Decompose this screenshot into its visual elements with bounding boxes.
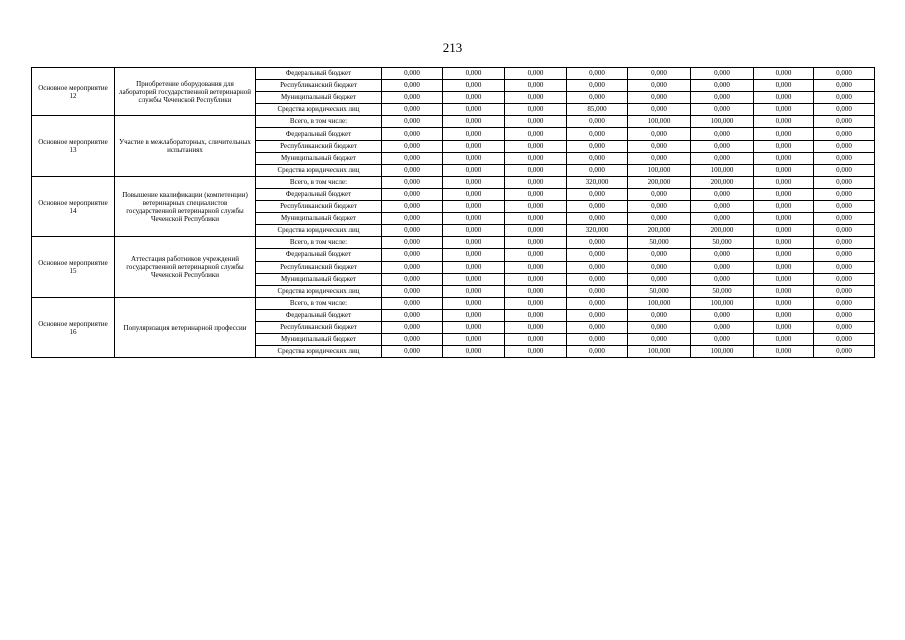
- value-cell: 0,000: [443, 334, 505, 346]
- value-cell: 0,000: [505, 140, 567, 152]
- value-cell: 0,000: [814, 116, 875, 128]
- value-cell: 0,000: [443, 309, 505, 321]
- value-cell: 100,000: [691, 346, 754, 358]
- value-cell: 0,000: [814, 261, 875, 273]
- value-cell: 0,000: [382, 346, 443, 358]
- funding-source: Республиканский бюджет: [256, 201, 382, 213]
- table-row: [32, 116, 875, 128]
- value-cell: 0,000: [443, 249, 505, 261]
- value-cell: 0,000: [505, 334, 567, 346]
- value-cell: 0,000: [505, 261, 567, 273]
- value-cell: 0,000: [814, 346, 875, 358]
- value-cell: 0,000: [567, 297, 628, 309]
- activity-title: Основное мероприятие 16: [32, 297, 115, 357]
- activity-title: Основное мероприятие 12: [32, 68, 115, 116]
- funding-source: Муниципальный бюджет: [256, 152, 382, 164]
- value-cell: 0,000: [691, 334, 754, 346]
- value-cell: 0,000: [567, 346, 628, 358]
- value-cell: 0,000: [505, 297, 567, 309]
- value-cell: 0,000: [443, 104, 505, 116]
- value-cell: 0,000: [505, 346, 567, 358]
- value-cell: 0,000: [814, 104, 875, 116]
- funding-source: Всего, в том числе:: [256, 116, 382, 128]
- value-cell: 100,000: [691, 164, 754, 176]
- activity-description: Приобретение оборудования для лабораторий государственной ветеринарной службы Чеченской Республики: [115, 68, 256, 116]
- value-cell: 50,000: [628, 237, 691, 249]
- value-cell: 0,000: [754, 273, 814, 285]
- value-cell: 0,000: [382, 249, 443, 261]
- page-number: 213: [442, 40, 463, 55]
- value-cell: 0,000: [754, 104, 814, 116]
- value-cell: 0,000: [628, 201, 691, 213]
- table-row: [32, 237, 875, 249]
- value-cell: 200,000: [628, 176, 691, 188]
- value-cell: 0,000: [814, 152, 875, 164]
- value-cell: 0,000: [443, 297, 505, 309]
- value-cell: 0,000: [628, 92, 691, 104]
- value-cell: 0,000: [382, 321, 443, 333]
- value-cell: 0,000: [814, 201, 875, 213]
- funding-source: Всего, в том числе:: [256, 237, 382, 249]
- value-cell: 0,000: [567, 92, 628, 104]
- value-cell: 0,000: [754, 116, 814, 128]
- funding-source: Республиканский бюджет: [256, 261, 382, 273]
- funding-source: Муниципальный бюджет: [256, 213, 382, 225]
- funding-source: Федеральный бюджет: [256, 68, 382, 80]
- table-row: [32, 297, 875, 309]
- value-cell: 0,000: [754, 201, 814, 213]
- value-cell: 0,000: [443, 140, 505, 152]
- value-cell: 0,000: [754, 261, 814, 273]
- value-cell: 0,000: [443, 188, 505, 200]
- value-cell: 0,000: [505, 68, 567, 80]
- value-cell: 0,000: [382, 188, 443, 200]
- value-cell: 0,000: [505, 237, 567, 249]
- funding-source: Средства юридических лиц: [256, 285, 382, 297]
- value-cell: 0,000: [443, 285, 505, 297]
- value-cell: 0,000: [691, 321, 754, 333]
- value-cell: 0,000: [382, 152, 443, 164]
- value-cell: 0,000: [691, 68, 754, 80]
- value-cell: 0,000: [505, 164, 567, 176]
- activity-description: Участие в межлабораторных, сличительных испытаниях: [115, 116, 256, 176]
- value-cell: 0,000: [754, 188, 814, 200]
- funding-source: Всего, в том числе:: [256, 297, 382, 309]
- value-cell: 200,000: [628, 225, 691, 237]
- value-cell: 0,000: [505, 285, 567, 297]
- activity-title: Основное мероприятие 14: [32, 176, 115, 236]
- value-cell: 0,000: [567, 237, 628, 249]
- value-cell: 0,000: [628, 213, 691, 225]
- value-cell: 0,000: [754, 140, 814, 152]
- value-cell: 0,000: [382, 128, 443, 140]
- value-cell: 0,000: [567, 68, 628, 80]
- value-cell: 0,000: [754, 334, 814, 346]
- value-cell: 0,000: [814, 140, 875, 152]
- value-cell: 0,000: [567, 140, 628, 152]
- value-cell: 0,000: [754, 321, 814, 333]
- value-cell: 0,000: [567, 152, 628, 164]
- budget-table: [31, 67, 875, 358]
- funding-source: Федеральный бюджет: [256, 188, 382, 200]
- value-cell: 0,000: [505, 104, 567, 116]
- value-cell: 0,000: [443, 201, 505, 213]
- funding-source: Муниципальный бюджет: [256, 273, 382, 285]
- value-cell: 0,000: [567, 188, 628, 200]
- funding-source: Всего, в том числе:: [256, 176, 382, 188]
- value-cell: 0,000: [443, 273, 505, 285]
- value-cell: 0,000: [382, 164, 443, 176]
- value-cell: 0,000: [754, 297, 814, 309]
- value-cell: 0,000: [814, 188, 875, 200]
- value-cell: 0,000: [443, 80, 505, 92]
- funding-source: Федеральный бюджет: [256, 128, 382, 140]
- value-cell: 100,000: [691, 116, 754, 128]
- value-cell: 0,000: [628, 188, 691, 200]
- value-cell: 0,000: [691, 128, 754, 140]
- value-cell: 0,000: [691, 261, 754, 273]
- value-cell: 0,000: [382, 237, 443, 249]
- value-cell: 0,000: [505, 213, 567, 225]
- value-cell: 0,000: [814, 92, 875, 104]
- value-cell: 0,000: [505, 249, 567, 261]
- value-cell: 0,000: [505, 321, 567, 333]
- value-cell: 0,000: [443, 116, 505, 128]
- value-cell: 0,000: [382, 273, 443, 285]
- value-cell: 0,000: [505, 225, 567, 237]
- value-cell: 0,000: [443, 68, 505, 80]
- value-cell: 0,000: [628, 128, 691, 140]
- value-cell: 0,000: [382, 92, 443, 104]
- value-cell: 0,000: [754, 249, 814, 261]
- value-cell: 0,000: [628, 309, 691, 321]
- value-cell: 0,000: [567, 116, 628, 128]
- value-cell: 50,000: [628, 285, 691, 297]
- funding-source: Средства юридических лиц: [256, 164, 382, 176]
- value-cell: 0,000: [505, 273, 567, 285]
- activity-title: Основное мероприятие 13: [32, 116, 115, 176]
- value-cell: 0,000: [814, 80, 875, 92]
- value-cell: 0,000: [567, 80, 628, 92]
- value-cell: 100,000: [628, 164, 691, 176]
- value-cell: 0,000: [443, 176, 505, 188]
- value-cell: 0,000: [505, 80, 567, 92]
- value-cell: 0,000: [691, 201, 754, 213]
- value-cell: 0,000: [567, 321, 628, 333]
- value-cell: 0,000: [443, 164, 505, 176]
- funding-source: Федеральный бюджет: [256, 309, 382, 321]
- funding-source: Муниципальный бюджет: [256, 92, 382, 104]
- value-cell: 0,000: [754, 285, 814, 297]
- value-cell: 0,000: [443, 346, 505, 358]
- value-cell: 0,000: [443, 237, 505, 249]
- value-cell: 0,000: [691, 309, 754, 321]
- value-cell: 0,000: [505, 188, 567, 200]
- value-cell: 0,000: [814, 68, 875, 80]
- value-cell: 50,000: [691, 237, 754, 249]
- value-cell: 0,000: [505, 128, 567, 140]
- value-cell: 0,000: [505, 309, 567, 321]
- value-cell: 0,000: [628, 273, 691, 285]
- value-cell: 0,000: [814, 213, 875, 225]
- value-cell: 0,000: [567, 128, 628, 140]
- value-cell: 0,000: [691, 249, 754, 261]
- value-cell: 320,000: [567, 225, 628, 237]
- value-cell: 0,000: [567, 261, 628, 273]
- value-cell: 0,000: [382, 140, 443, 152]
- value-cell: 0,000: [754, 164, 814, 176]
- value-cell: 0,000: [382, 285, 443, 297]
- value-cell: 0,000: [443, 321, 505, 333]
- value-cell: 0,000: [691, 273, 754, 285]
- value-cell: 0,000: [814, 164, 875, 176]
- funding-source: Средства юридических лиц: [256, 104, 382, 116]
- value-cell: 0,000: [691, 80, 754, 92]
- value-cell: 0,000: [505, 152, 567, 164]
- funding-source: Республиканский бюджет: [256, 321, 382, 333]
- value-cell: 0,000: [814, 285, 875, 297]
- value-cell: 100,000: [691, 297, 754, 309]
- value-cell: 0,000: [628, 68, 691, 80]
- value-cell: 0,000: [754, 225, 814, 237]
- value-cell: 0,000: [505, 176, 567, 188]
- value-cell: 0,000: [382, 213, 443, 225]
- value-cell: 0,000: [628, 104, 691, 116]
- value-cell: 100,000: [628, 116, 691, 128]
- funding-source: Муниципальный бюджет: [256, 334, 382, 346]
- value-cell: 0,000: [691, 152, 754, 164]
- value-cell: 0,000: [382, 225, 443, 237]
- activity-description: Популяризация ветеринарной профессии: [115, 297, 256, 357]
- value-cell: 0,000: [814, 237, 875, 249]
- value-cell: 0,000: [754, 346, 814, 358]
- value-cell: 0,000: [382, 201, 443, 213]
- funding-source: Федеральный бюджет: [256, 249, 382, 261]
- value-cell: 0,000: [691, 213, 754, 225]
- value-cell: 0,000: [628, 334, 691, 346]
- value-cell: 0,000: [691, 140, 754, 152]
- value-cell: 0,000: [567, 273, 628, 285]
- value-cell: 0,000: [382, 80, 443, 92]
- value-cell: 200,000: [691, 225, 754, 237]
- value-cell: 0,000: [754, 92, 814, 104]
- value-cell: 0,000: [567, 309, 628, 321]
- value-cell: 85,000: [567, 104, 628, 116]
- value-cell: 0,000: [567, 249, 628, 261]
- value-cell: 0,000: [505, 92, 567, 104]
- value-cell: 0,000: [382, 176, 443, 188]
- value-cell: 0,000: [443, 213, 505, 225]
- activity-description: Повышение квалификации (компетенции) ветеринарных специалистов государственной ветеринарной службы Чеченской Республики: [115, 176, 256, 236]
- value-cell: 0,000: [814, 334, 875, 346]
- value-cell: 0,000: [754, 213, 814, 225]
- table-row: [32, 176, 875, 188]
- value-cell: 0,000: [382, 334, 443, 346]
- value-cell: 0,000: [382, 261, 443, 273]
- value-cell: 0,000: [382, 104, 443, 116]
- value-cell: 0,000: [754, 152, 814, 164]
- value-cell: 0,000: [505, 116, 567, 128]
- value-cell: 0,000: [691, 92, 754, 104]
- activity-description: Аттестация работников учреждений государственной ветеринарной службы Чеченской Республики: [115, 237, 256, 297]
- value-cell: 0,000: [443, 225, 505, 237]
- value-cell: 0,000: [382, 68, 443, 80]
- value-cell: 0,000: [567, 334, 628, 346]
- funding-source: Республиканский бюджет: [256, 80, 382, 92]
- value-cell: 0,000: [754, 237, 814, 249]
- value-cell: 0,000: [443, 128, 505, 140]
- funding-source: Средства юридических лиц: [256, 225, 382, 237]
- value-cell: 0,000: [814, 273, 875, 285]
- activity-title: Основное мероприятие 15: [32, 237, 115, 297]
- value-cell: 0,000: [754, 80, 814, 92]
- value-cell: 0,000: [628, 321, 691, 333]
- value-cell: 0,000: [814, 249, 875, 261]
- value-cell: 0,000: [443, 152, 505, 164]
- value-cell: 0,000: [814, 309, 875, 321]
- value-cell: 0,000: [382, 297, 443, 309]
- value-cell: 0,000: [814, 321, 875, 333]
- value-cell: 100,000: [628, 346, 691, 358]
- value-cell: 0,000: [628, 261, 691, 273]
- value-cell: 0,000: [814, 176, 875, 188]
- value-cell: 0,000: [567, 213, 628, 225]
- value-cell: 0,000: [567, 201, 628, 213]
- value-cell: 200,000: [691, 176, 754, 188]
- value-cell: 0,000: [443, 261, 505, 273]
- value-cell: 0,000: [628, 249, 691, 261]
- value-cell: 0,000: [628, 140, 691, 152]
- funding-source: Республиканский бюджет: [256, 140, 382, 152]
- value-cell: 0,000: [567, 164, 628, 176]
- value-cell: 0,000: [814, 225, 875, 237]
- value-cell: 0,000: [628, 152, 691, 164]
- value-cell: 0,000: [567, 285, 628, 297]
- value-cell: 0,000: [754, 176, 814, 188]
- table-row: [32, 68, 875, 80]
- value-cell: 0,000: [382, 309, 443, 321]
- value-cell: 0,000: [505, 201, 567, 213]
- value-cell: 0,000: [628, 80, 691, 92]
- value-cell: 0,000: [754, 309, 814, 321]
- value-cell: 100,000: [628, 297, 691, 309]
- value-cell: 0,000: [754, 68, 814, 80]
- value-cell: 320,000: [567, 176, 628, 188]
- value-cell: 0,000: [814, 128, 875, 140]
- funding-source: Средства юридических лиц: [256, 346, 382, 358]
- value-cell: 0,000: [814, 297, 875, 309]
- value-cell: 50,000: [691, 285, 754, 297]
- value-cell: 0,000: [382, 116, 443, 128]
- value-cell: 0,000: [691, 104, 754, 116]
- value-cell: 0,000: [443, 92, 505, 104]
- value-cell: 0,000: [754, 128, 814, 140]
- value-cell: 0,000: [691, 188, 754, 200]
